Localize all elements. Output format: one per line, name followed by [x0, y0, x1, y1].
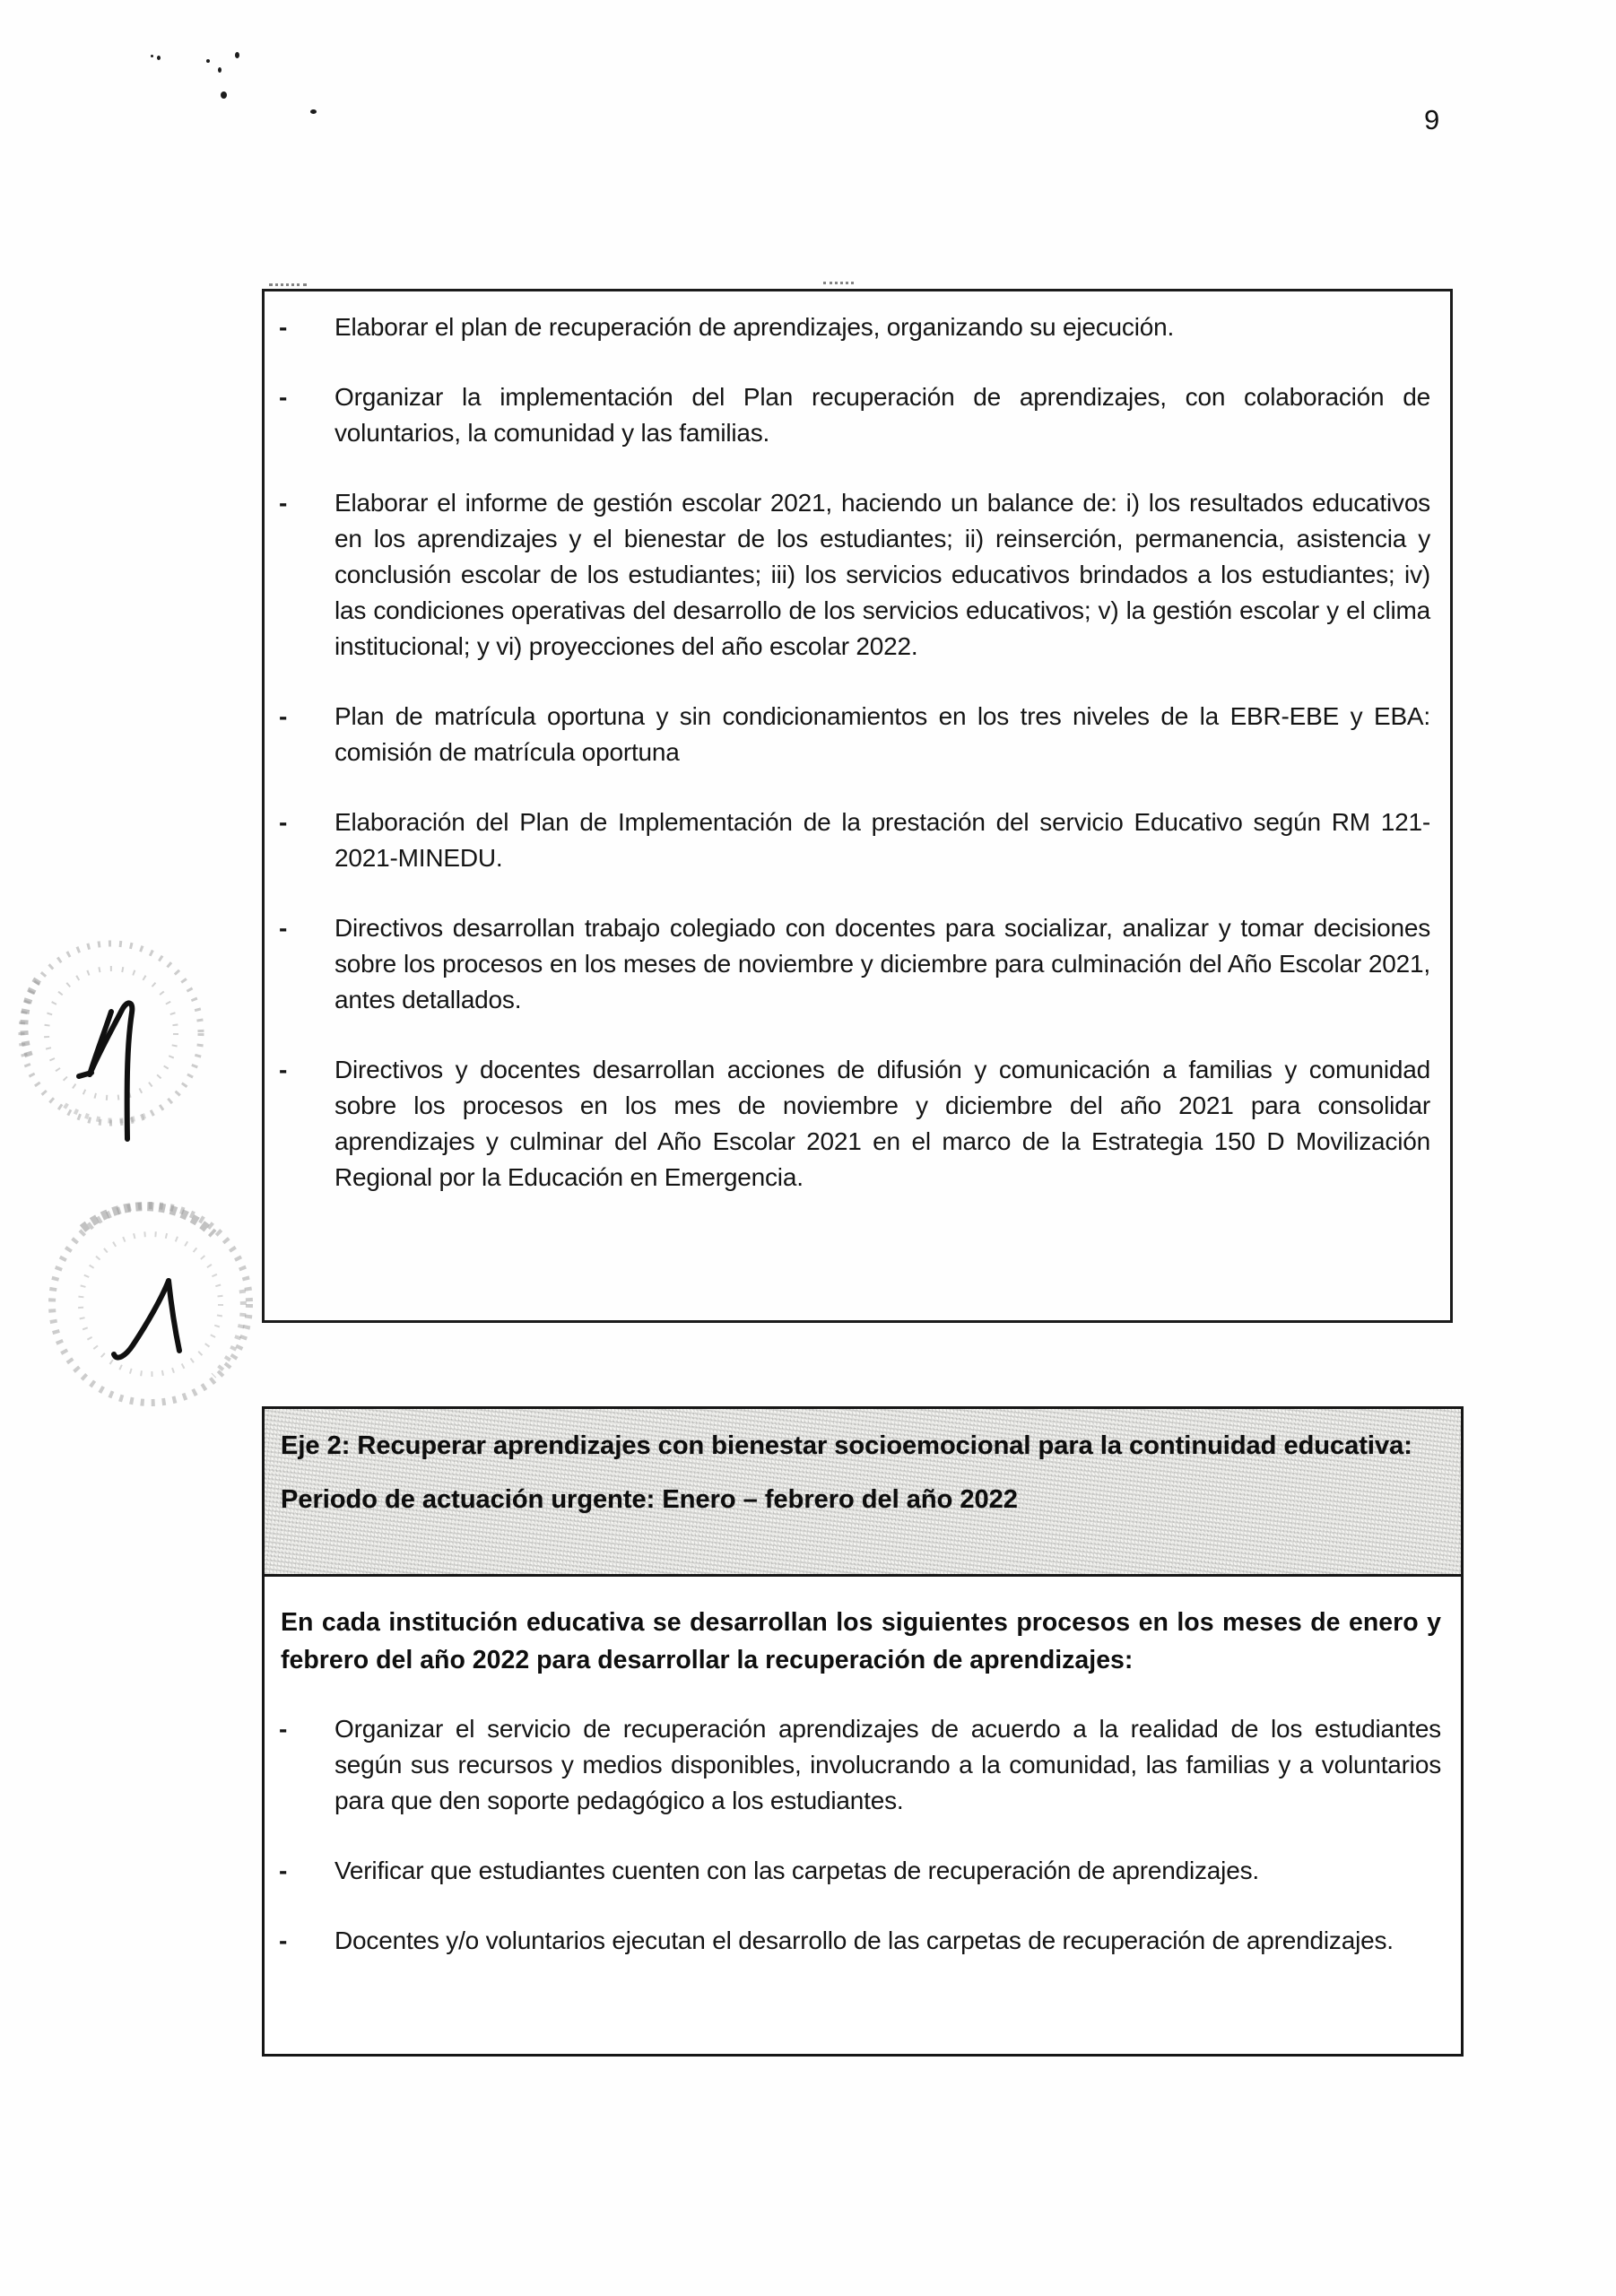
circular-stamp-icon: [11, 926, 226, 1159]
list-item-text: Directivos y docentes desarrollan acciones de difusión y comunicación a familias y comunidad sobre los procesos en los mes de noviembre y diciembre del año 2021 para consolidar aprendizajes y culminar del Año Escolar 2021 en el marco de la Estrategia 150 D Movilización Regional por la Educación en Emergencia.: [334, 1056, 1430, 1191]
bullet-dash: -: [279, 702, 288, 730]
signature-icon: [114, 1281, 179, 1358]
bullet-dash: -: [279, 1056, 288, 1083]
list-item-text: Elaborar el informe de gestión escolar 2021, haciendo un balance de: i) los resultados educativos en los aprendizajes y el bienestar de los estudiantes; ii) reinserción, permanencia, asistencia y conclusión escolar de los estudiantes; iii) los servicios educativos brindados a los estudiantes; iv) las condiciones operativas del desarrollo de los servicios educativos; v) la gestión escolar y el clima institucional; y vi) proyecciones del año escolar 2022.: [334, 489, 1430, 660]
content-box-activities-2021: [262, 289, 1453, 1323]
bullet-dash: -: [279, 1715, 288, 1743]
list-item: [265, 1052, 1430, 1196]
activities-list: [265, 309, 1430, 1196]
eje2-section-body: [265, 1577, 1461, 2054]
bullet-dash: -: [279, 383, 288, 411]
official-round-stamp-top: [11, 926, 226, 1159]
bullet-dash: -: [279, 1857, 288, 1884]
eje2-section: [262, 1406, 1464, 2057]
list-item: [265, 309, 1430, 345]
list-item: [265, 1711, 1441, 1819]
list-item: [265, 1923, 1441, 1959]
list-item: [265, 699, 1430, 770]
bullet-dash: -: [279, 313, 288, 341]
list-item-text: Docentes y/o voluntarios ejecutan el desarrollo de las carpetas de recuperación de aprendizajes.: [334, 1926, 1394, 1954]
bullet-dash: -: [279, 914, 288, 942]
list-item-text: Plan de matrícula oportuna y sin condicionamientos en los tres niveles de la EBR-EBE y EBA: comisión de matrícula oportuna: [334, 702, 1430, 766]
page-number: 9: [1424, 104, 1440, 135]
list-item: [265, 1853, 1441, 1889]
list-item-text: Organizar el servicio de recuperación aprendizajes de acuerdo a la realidad de los estudiantes según sus recursos y medios disponibles, involucrando a la comunidad, las familias y a voluntarios para que den soporte pedagógico a los estudiantes.: [334, 1715, 1441, 1814]
list-item: [265, 379, 1430, 451]
bullet-dash: -: [279, 1926, 288, 1954]
eje2-activities-list: [265, 1711, 1441, 1959]
signature-icon: [79, 1003, 132, 1139]
scan-artifact: [269, 283, 307, 286]
eje2-title: Eje 2: Recuperar aprendizajes con bienestar socioemocional para la continuidad educativa:: [281, 1431, 1412, 1460]
list-item-text: Elaboración del Plan de Implementación de la prestación del servicio Educativo según RM 121-2021-MINEDU.: [334, 808, 1430, 872]
list-item-text: Elaborar el plan de recuperación de aprendizajes, organizando su ejecución.: [334, 313, 1175, 341]
eje2-section-header: [265, 1409, 1461, 1577]
list-item-text: Verificar que estudiantes cuenten con las carpetas de recuperación de aprendizajes.: [334, 1857, 1259, 1884]
list-item-text: Directivos desarrollan trabajo colegiado con docentes para socializar, analizar y tomar decisiones sobre los procesos en los meses de noviembre y diciembre para culminación del Año Escolar 2021, antes detallados.: [334, 914, 1430, 1013]
eje2-intro-paragraph: En cada institución educativa se desarrollan los siguientes procesos en los meses de enero y febrero del año 2022 para desarrollar la recuperación de aprendizajes:: [281, 1608, 1441, 1674]
eje2-period: Periodo de actuación urgente: Enero – febrero del año 2022: [281, 1485, 1018, 1514]
list-item-text: Organizar la implementación del Plan recuperación de aprendizajes, con colaboración de voluntarios, la comunidad y las familias.: [334, 383, 1430, 447]
scan-artifact: [823, 282, 854, 284]
list-item: [265, 910, 1430, 1018]
list-item: [265, 804, 1430, 876]
bullet-dash: -: [279, 489, 288, 517]
official-round-stamp-bottom: [38, 1182, 271, 1433]
list-item: [265, 485, 1430, 665]
circular-stamp-icon: [38, 1182, 271, 1433]
bullet-dash: -: [279, 808, 288, 836]
